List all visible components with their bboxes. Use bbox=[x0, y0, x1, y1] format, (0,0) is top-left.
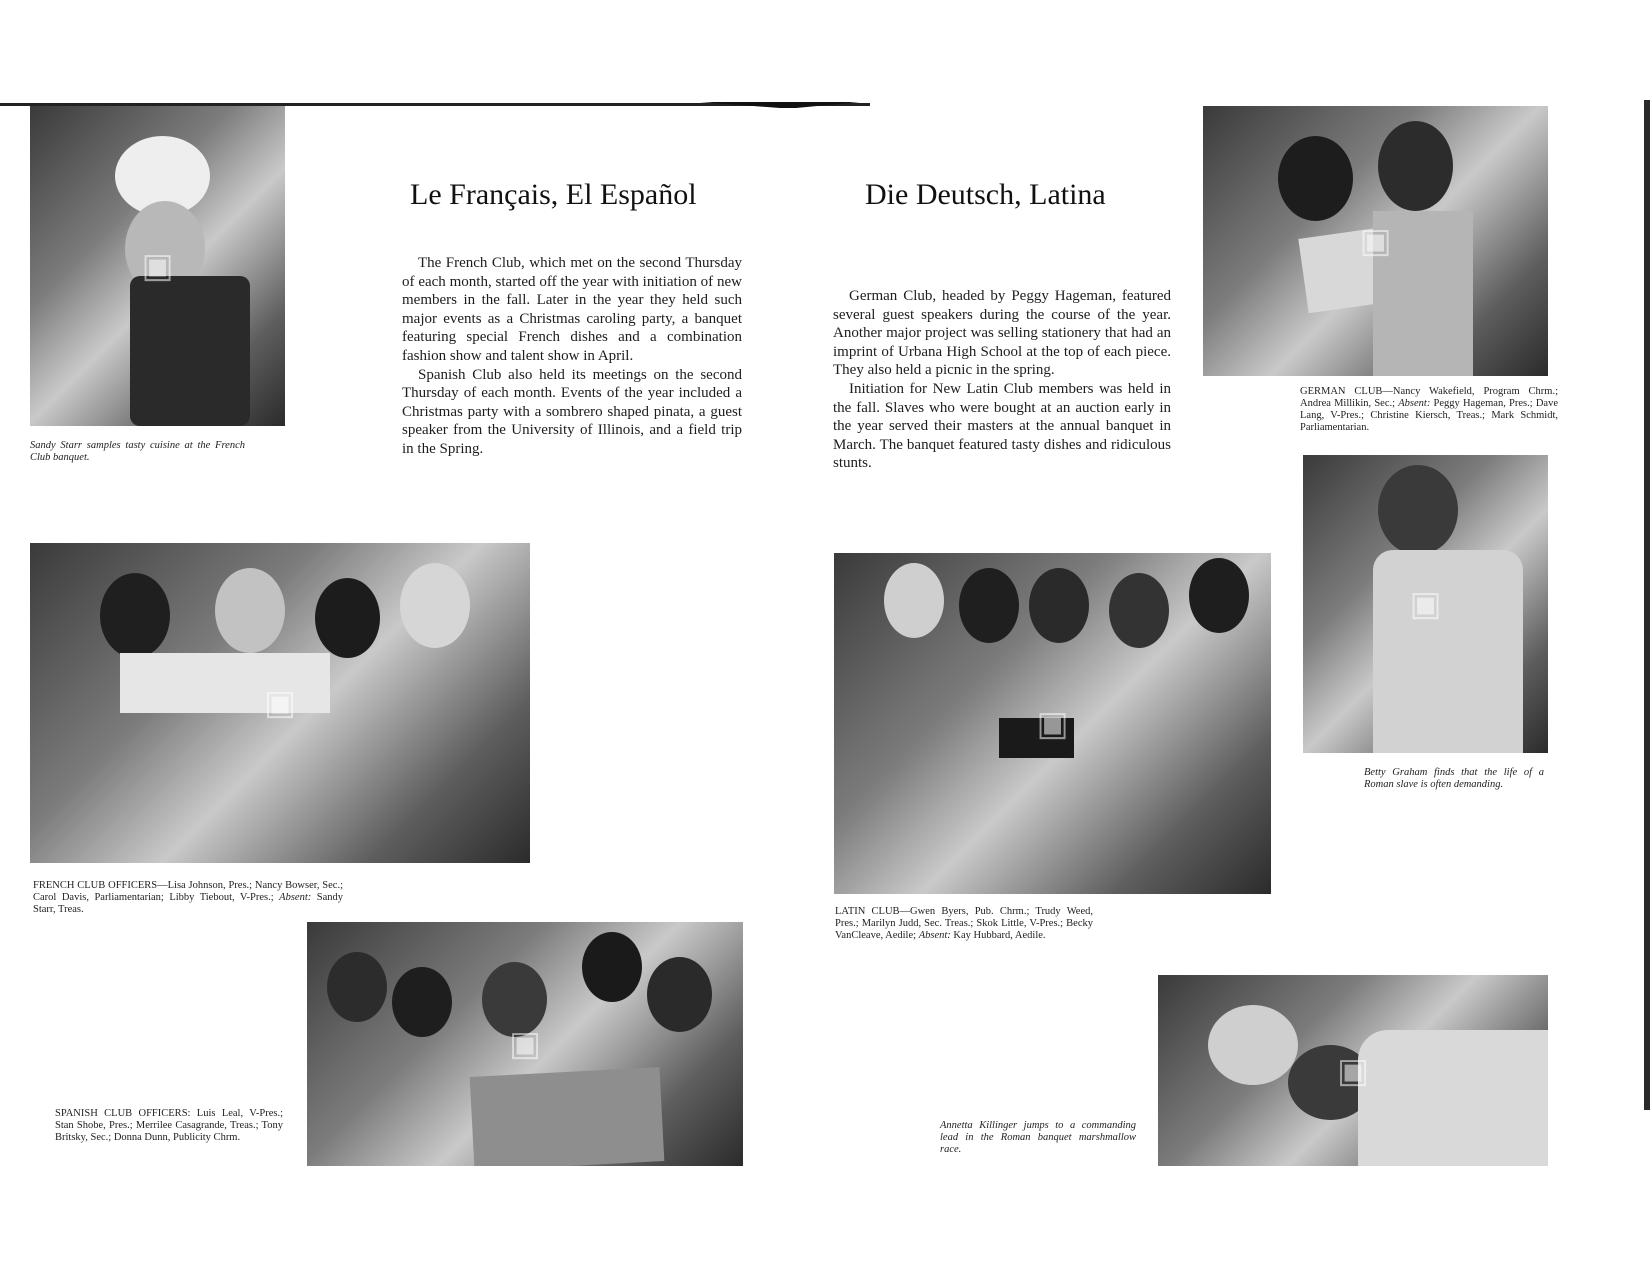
photo-icon: ▣ bbox=[1409, 584, 1442, 624]
photo-icon: ▣ bbox=[263, 683, 297, 723]
page-edge bbox=[1644, 100, 1650, 1110]
photo-betty-graham bbox=[1303, 455, 1548, 753]
photo-french-club-officers bbox=[30, 543, 530, 863]
latin-club-paragraph: Initiation for New Latin Club members was held in the fall. Slaves who were bought at an auction early in the year served their masters at the annual banquet in March. The banquet featured tasty dishes and ridiculous stunts. bbox=[833, 380, 1171, 472]
german-members-list: GERMAN CLUB—Nancy Wakefield, Program Chrm.; Andrea Millikin, Sec.; bbox=[1300, 386, 1558, 409]
caption-annetta-killinger: Annetta Killinger jumps to a commanding lead in the Roman banquet marshmallow race. bbox=[940, 1120, 1136, 1155]
french-absent-label: Absent: bbox=[279, 892, 312, 903]
caption-spanish-club-officers: SPANISH CLUB OFFICERS: Luis Leal, V-Pres.; Stan Shobe, Pres.; Merrilee Casagrande, Treas.; Tony Britsky, Sec.; Donna Dunn, Publicity Chrm. bbox=[55, 1108, 283, 1143]
caption-latin-club bbox=[835, 906, 1093, 942]
german-club-paragraph: German Club, headed by Peggy Hageman, featured several guest speakers during the course of the year. Another major project was selling stationery that had an imprint of Urbana High School at the top of each piece. They also held a picnic in the spring. bbox=[833, 288, 1171, 379]
right-page-title: Die Deutsch, Latina bbox=[865, 178, 1106, 211]
french-officers-list: FRENCH CLUB OFFICERS—Lisa Johnson, Pres.; Nancy Bowser, Sec.; Carol Davis, Parliamentarian; Libby Tiebout, V-Pres.; bbox=[33, 880, 343, 903]
german-absent-label: Absent: bbox=[1398, 398, 1431, 409]
left-page-title: Le Français, El Español bbox=[410, 178, 697, 211]
photo-latin-club bbox=[834, 553, 1271, 894]
caption-sandy-starr: Sandy Starr samples tasty cuisine at the French Club banquet. bbox=[30, 440, 245, 463]
photo-spanish-club-officers bbox=[307, 922, 743, 1166]
photo-icon: ▣ bbox=[141, 246, 174, 286]
photo-icon: ▣ bbox=[1336, 1050, 1370, 1091]
photo-icon: ▣ bbox=[1036, 703, 1069, 744]
photo-icon: ▣ bbox=[508, 1024, 542, 1064]
photo-german-club bbox=[1203, 106, 1548, 376]
french-absent-list: Sandy Starr, Treas. bbox=[33, 892, 343, 915]
latin-absent-label: Absent: bbox=[918, 930, 951, 941]
spanish-club-paragraph: Spanish Club also held its meetings on the second Thursday of each month. Events of the year included a Christmas party with a sombrero shaped pinata, a guest speaker from the University of Illinois, and a field trip in the Spring. bbox=[402, 366, 742, 457]
photo-icon: ▣ bbox=[1359, 221, 1392, 261]
photo-annetta-killinger bbox=[1158, 975, 1548, 1166]
caption-betty-graham: Betty Graham finds that the life of a Roman slave is often demanding. bbox=[1364, 767, 1544, 790]
german-absent-list: Peggy Hageman, Pres.; Dave Lang, V-Pres.; Christine Kiersch, Treas.; Mark Schmidt, Parliamentarian. bbox=[1300, 398, 1559, 433]
latin-members-list: LATIN CLUB—Gwen Byers, Pub. Chrm.; Trudy Weed, Pres.; Marilyn Judd, Sec. Treas.; Skok Little, V-Pres.; Becky VanCleave, Aedile; bbox=[835, 906, 1093, 941]
latin-absent-list: Kay Hubbard, Aedile. bbox=[953, 930, 1046, 941]
photo-sandy-starr bbox=[30, 106, 285, 426]
right-page-body bbox=[833, 287, 1171, 473]
caption-french-club-officers bbox=[33, 880, 343, 916]
french-club-paragraph: The French Club, which met on the second Thursday of each month, started off the year with initiation of new members in the fall. Later in the year they held such major events as a Christmas caroling party, a banquet featuring special French dishes and a combination fashion show and talent show in April. bbox=[402, 255, 742, 364]
caption-german-club bbox=[1300, 386, 1558, 434]
left-page-body bbox=[402, 254, 742, 459]
